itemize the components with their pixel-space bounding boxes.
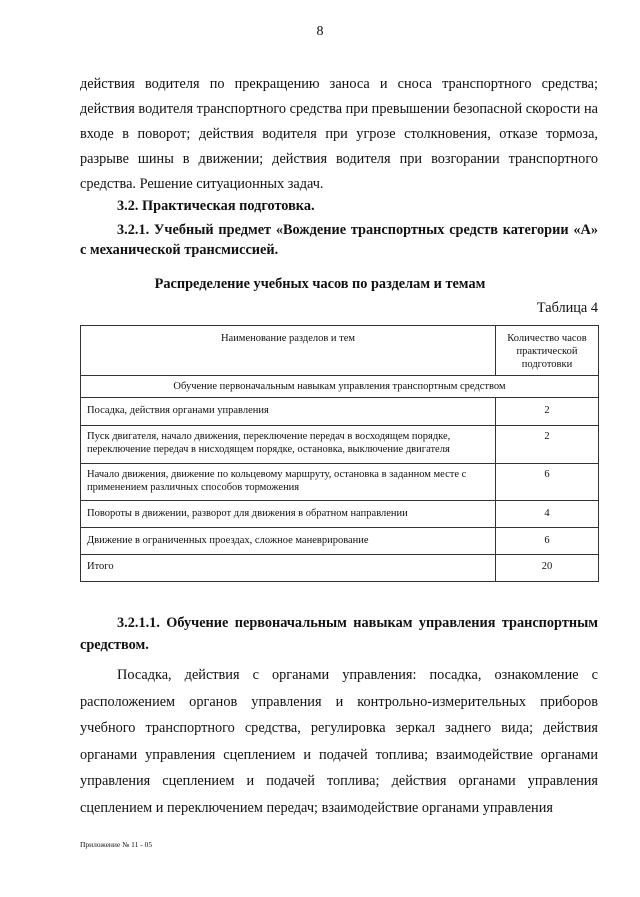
row-hours-cell: 4 bbox=[496, 501, 599, 528]
table-section-row bbox=[81, 376, 599, 398]
header-name-cell: Наименование разделов и тем bbox=[81, 326, 496, 376]
row-name-cell: Пуск двигателя, начало движения, переключение передач в восходящем порядке, переключение передач в нисходящем порядке, остановка, выключение двигателя bbox=[81, 426, 496, 464]
section-heading-3-2: 3.2. Практическая подготовка. bbox=[117, 198, 315, 214]
total-label-cell: Итого bbox=[81, 555, 496, 582]
table-row bbox=[81, 426, 599, 464]
section-heading-3-2-1: 3.2.1. Учебный предмет «Вождение транспортных средств категории «А» с механической трансмиссией. bbox=[80, 222, 598, 258]
section-heading-3-2-1-1: 3.2.1.1. Обучение первоначальным навыкам управления транспортным средством. bbox=[80, 615, 598, 653]
table-section-header: Обучение первоначальным навыкам управления транспортным средством bbox=[81, 376, 599, 398]
row-name-cell: Движение в ограниченных проездах, сложное маневрирование bbox=[81, 528, 496, 555]
page-number: 8 bbox=[316, 24, 324, 39]
row-name-cell: Повороты в движении, разворот для движения в обратном направлении bbox=[81, 501, 496, 528]
row-hours-cell: 6 bbox=[496, 528, 599, 555]
total-hours-cell: 20 bbox=[496, 555, 599, 582]
body-paragraph: Посадка, действия с органами управления: посадка, ознакомление с расположением органов управления и контрольно-измерительных приборов учебного транспортного средства, регулировка зеркал заднего вида; действия органами управления сцеплением и подачей топлива; взаимодействие органами управления сцеплением и подачей топлива; действия органами управления сцеплением и переключением передач; взаимодействие органами управления bbox=[80, 667, 598, 816]
row-hours-cell: 2 bbox=[496, 398, 599, 426]
footer-note: Приложение № 11 - 05 bbox=[80, 840, 153, 849]
table-header-row bbox=[81, 326, 599, 376]
table-row bbox=[81, 528, 599, 555]
distribution-title: Распределение учебных часов по разделам и темам bbox=[154, 276, 486, 292]
intro-paragraph: действия водителя по прекращению заноса и сноса транспортного средства; действия водителя транспортного средства при превышении безопасной скорости на входе в поворот; действия водителя при угрозе столкновения, отказе тормоза, разрыве шины в движении; действия водителя при возгорании транспортного средства. Решение ситуационных задач. bbox=[80, 76, 598, 192]
table-row bbox=[81, 464, 599, 501]
table-label: Таблица 4 bbox=[536, 300, 598, 316]
table-row bbox=[81, 398, 599, 426]
row-hours-cell: 6 bbox=[496, 464, 599, 501]
hours-table bbox=[80, 325, 599, 582]
row-hours-cell: 2 bbox=[496, 426, 599, 464]
row-name-cell: Посадка, действия органами управления bbox=[81, 398, 496, 426]
table-row bbox=[81, 501, 599, 528]
table-total-row bbox=[81, 555, 599, 582]
header-hours-cell: Количество часов практической подготовки bbox=[496, 326, 599, 376]
row-name-cell: Начало движения, движение по кольцевому маршруту, остановка в заданном месте с применением различных способов торможения bbox=[81, 464, 496, 501]
